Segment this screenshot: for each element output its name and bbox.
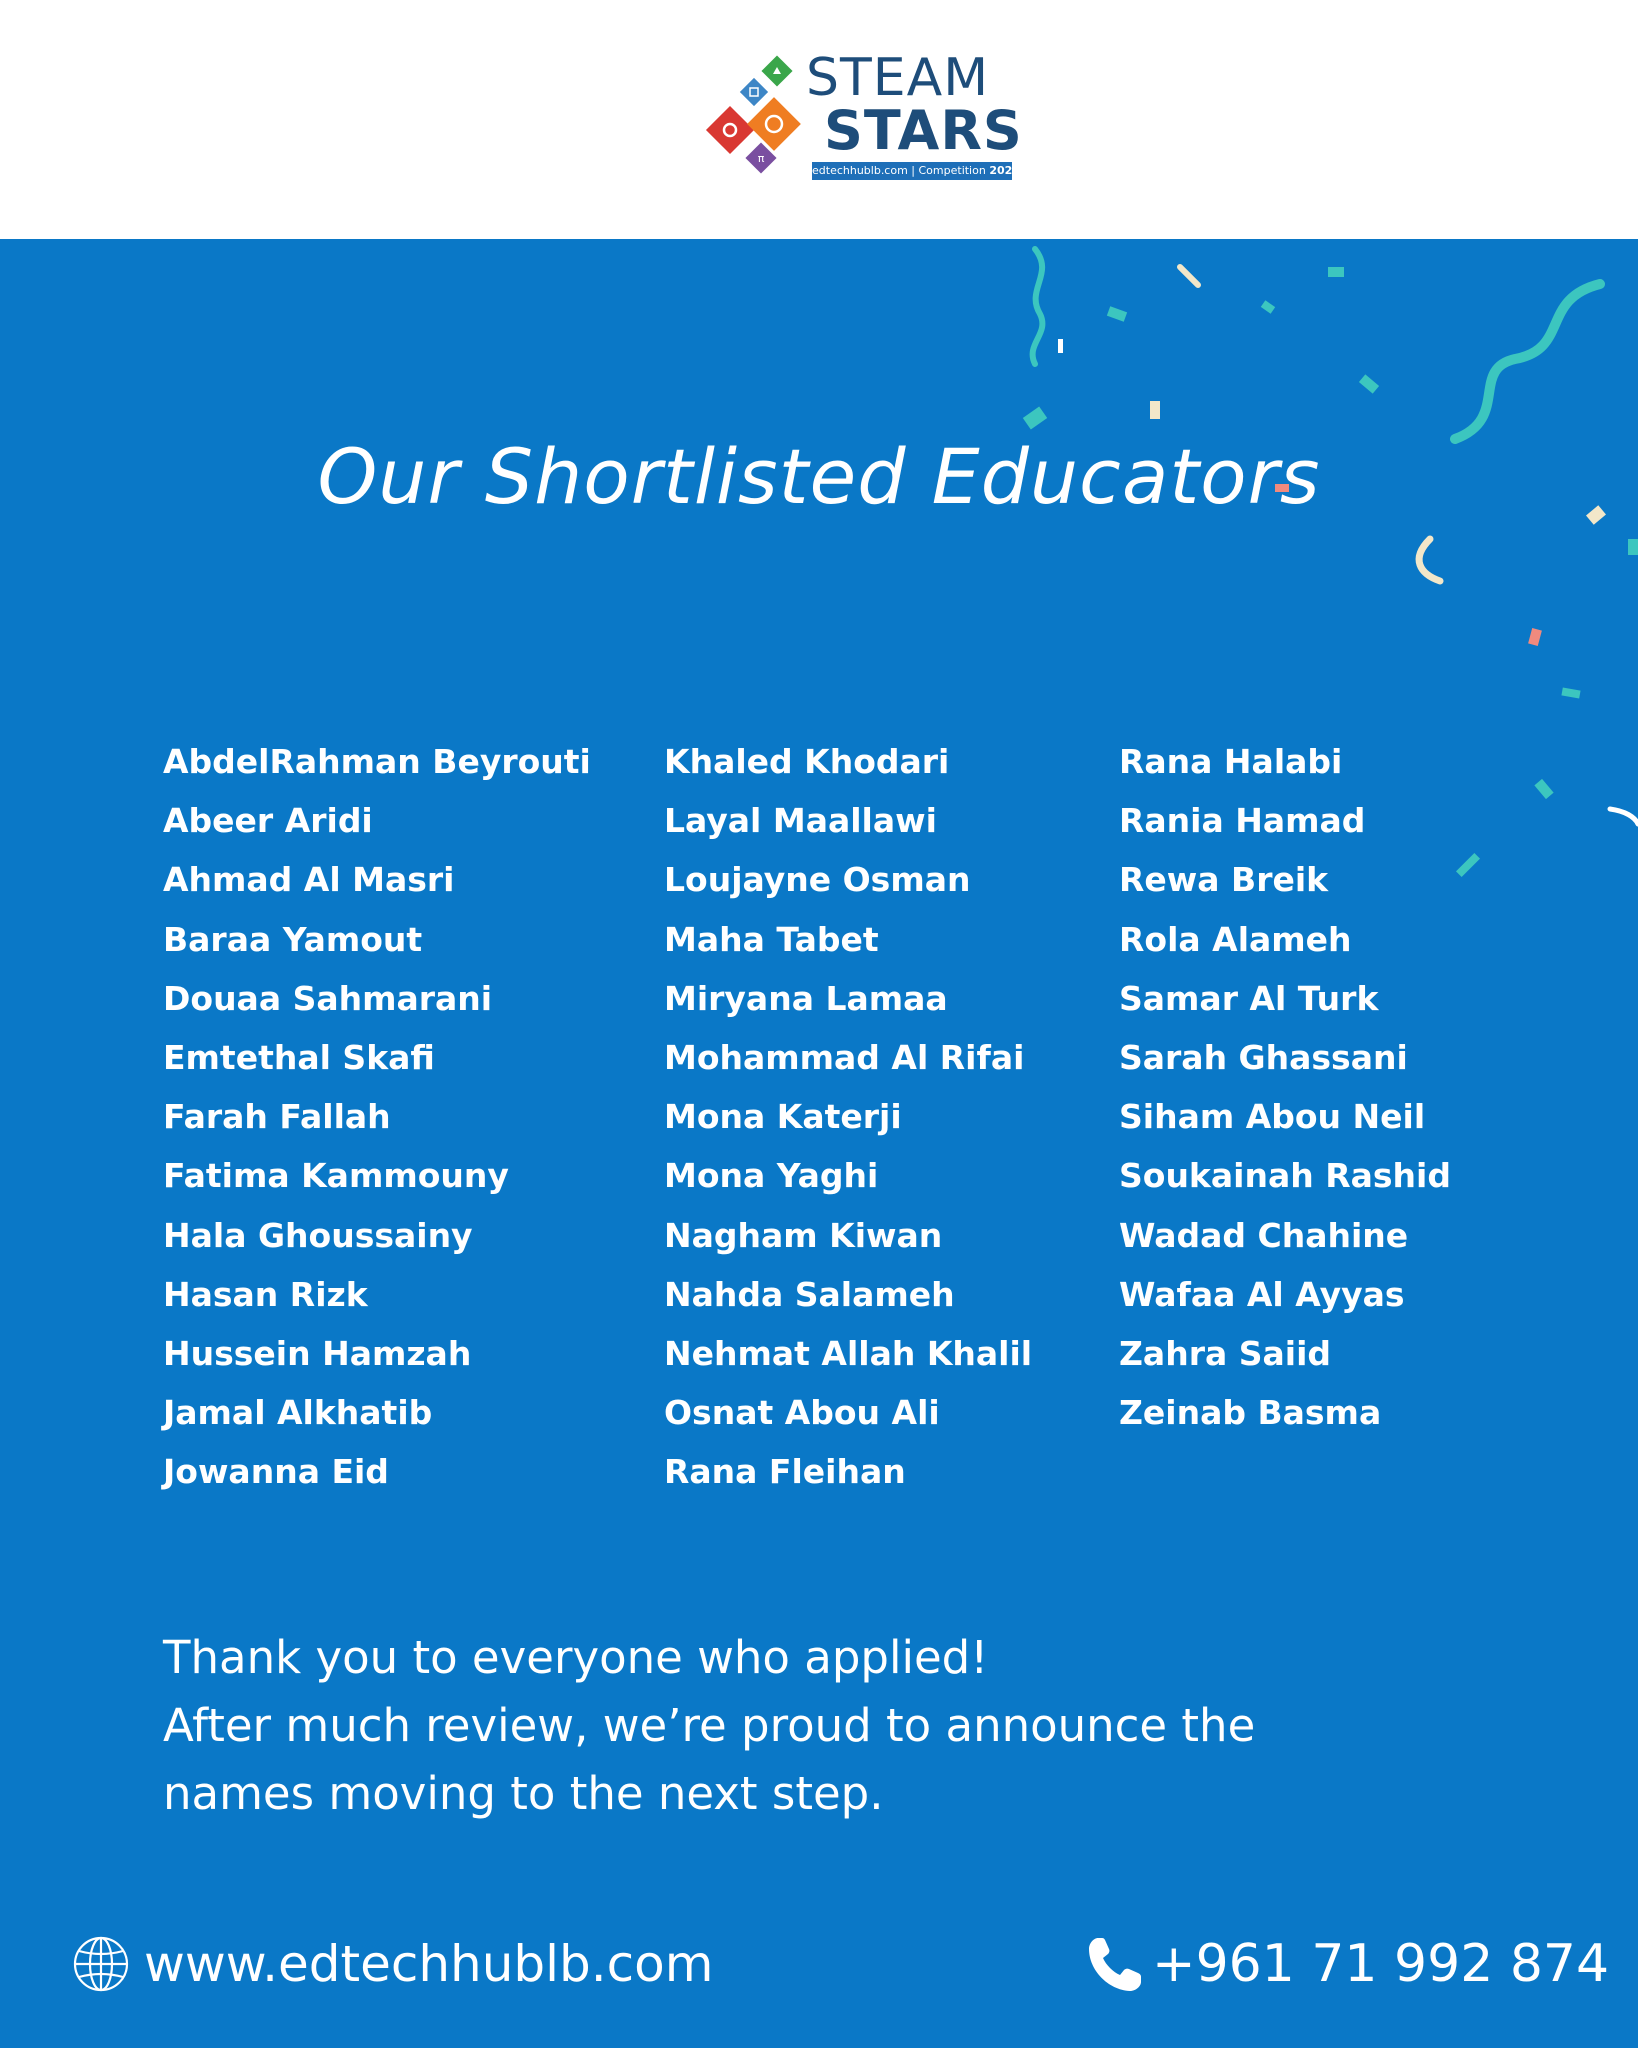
- educator-name: Nagham Kiwan: [664, 1215, 943, 1255]
- educator-name: Jamal Alkhatib: [163, 1393, 433, 1433]
- educator-name: Douaa Sahmarani: [163, 978, 493, 1018]
- educator-name: Ahmad Al Masri: [163, 860, 455, 900]
- educator-name: Rania Hamad: [1119, 801, 1366, 841]
- educator-name: Khaled Khodari: [664, 742, 950, 781]
- educator-name: Siham Abou Neil: [1119, 1097, 1426, 1137]
- educator-name: Hussein Hamzah: [163, 1333, 472, 1373]
- names-column-3: [1119, 732, 1451, 1442]
- message-line-1: Thank you to everyone who applied!: [163, 1631, 989, 1684]
- educator-name: Osnat Abou Ali: [664, 1393, 940, 1433]
- educator-name: Abeer Aridi: [163, 801, 373, 841]
- educator-name: Mona Yaghi: [664, 1156, 879, 1196]
- logo-stars-text: STARS: [824, 99, 1023, 162]
- logo-tagline-year: 2025: [989, 164, 1020, 177]
- educator-name: Nehmat Allah Khalil: [664, 1333, 1033, 1373]
- educator-name: Samar Al Turk: [1119, 978, 1379, 1018]
- educator-name: Hasan Rizk: [163, 1274, 368, 1314]
- educator-name: Maha Tabet: [664, 919, 879, 959]
- steam-stars-logo: [700, 48, 1023, 190]
- main-panel: [0, 239, 1638, 2048]
- thank-you-message: [163, 1624, 1543, 1828]
- logo-tagline-site: edtechhublb.com | Competition: [812, 164, 990, 177]
- educator-name: Miryana Lamaa: [664, 978, 948, 1018]
- phone-icon: [1086, 1934, 1144, 1994]
- names-column-2: [664, 732, 1032, 1501]
- names-column-1: [163, 732, 591, 1501]
- footer-phone[interactable]: [1086, 1929, 1609, 1999]
- educator-name: Emtethal Skafi: [163, 1037, 435, 1077]
- message-line-2: After much review, we’re proud to announce the: [163, 1699, 1256, 1752]
- educator-name: Zahra Saiid: [1119, 1333, 1332, 1373]
- phone-number[interactable]: +961 71 992 874: [1152, 1934, 1610, 1994]
- educator-name: Jowanna Eid: [163, 1452, 389, 1492]
- educator-name: Mona Katerji: [664, 1097, 902, 1137]
- logo-steam-text: STEAM: [806, 48, 990, 108]
- educator-name: Layal Maallawi: [664, 801, 937, 841]
- footer-website[interactable]: [72, 1929, 713, 1999]
- educator-name: Zeinab Basma: [1119, 1393, 1382, 1433]
- globe-icon: [72, 1935, 130, 1993]
- educator-name: Mohammad Al Rifai: [664, 1037, 1025, 1077]
- message-line-3: names moving to the next step.: [163, 1767, 884, 1820]
- header: [0, 0, 1638, 239]
- educator-name: Rana Fleihan: [664, 1452, 906, 1492]
- educator-name: Baraa Yamout: [163, 919, 423, 959]
- educator-name: Farah Fallah: [163, 1097, 391, 1137]
- educator-name: Rana Halabi: [1119, 742, 1343, 781]
- logo-tagline: [812, 162, 1020, 180]
- educator-name: AbdelRahman Beyrouti: [163, 742, 591, 781]
- educator-name: Wadad Chahine: [1119, 1215, 1409, 1255]
- educator-name: Fatima Kammouny: [163, 1156, 509, 1196]
- educator-name: Nahda Salameh: [664, 1274, 955, 1314]
- educator-name: Rewa Breik: [1119, 860, 1329, 900]
- educator-name: Rola Alameh: [1119, 919, 1352, 959]
- educator-name: Soukainah Rashid: [1119, 1156, 1451, 1196]
- educator-name: Wafaa Al Ayyas: [1119, 1274, 1405, 1314]
- educator-name: Loujayne Osman: [664, 860, 971, 900]
- svg-text:π: π: [757, 152, 765, 165]
- educator-name: Sarah Ghassani: [1119, 1037, 1408, 1077]
- page-title: Our Shortlisted Educators: [317, 432, 1321, 521]
- educator-name: Hala Ghoussainy: [163, 1215, 473, 1255]
- website-link[interactable]: www.edtechhublb.com: [144, 1935, 714, 1993]
- logo-diamonds-icon: [700, 50, 810, 190]
